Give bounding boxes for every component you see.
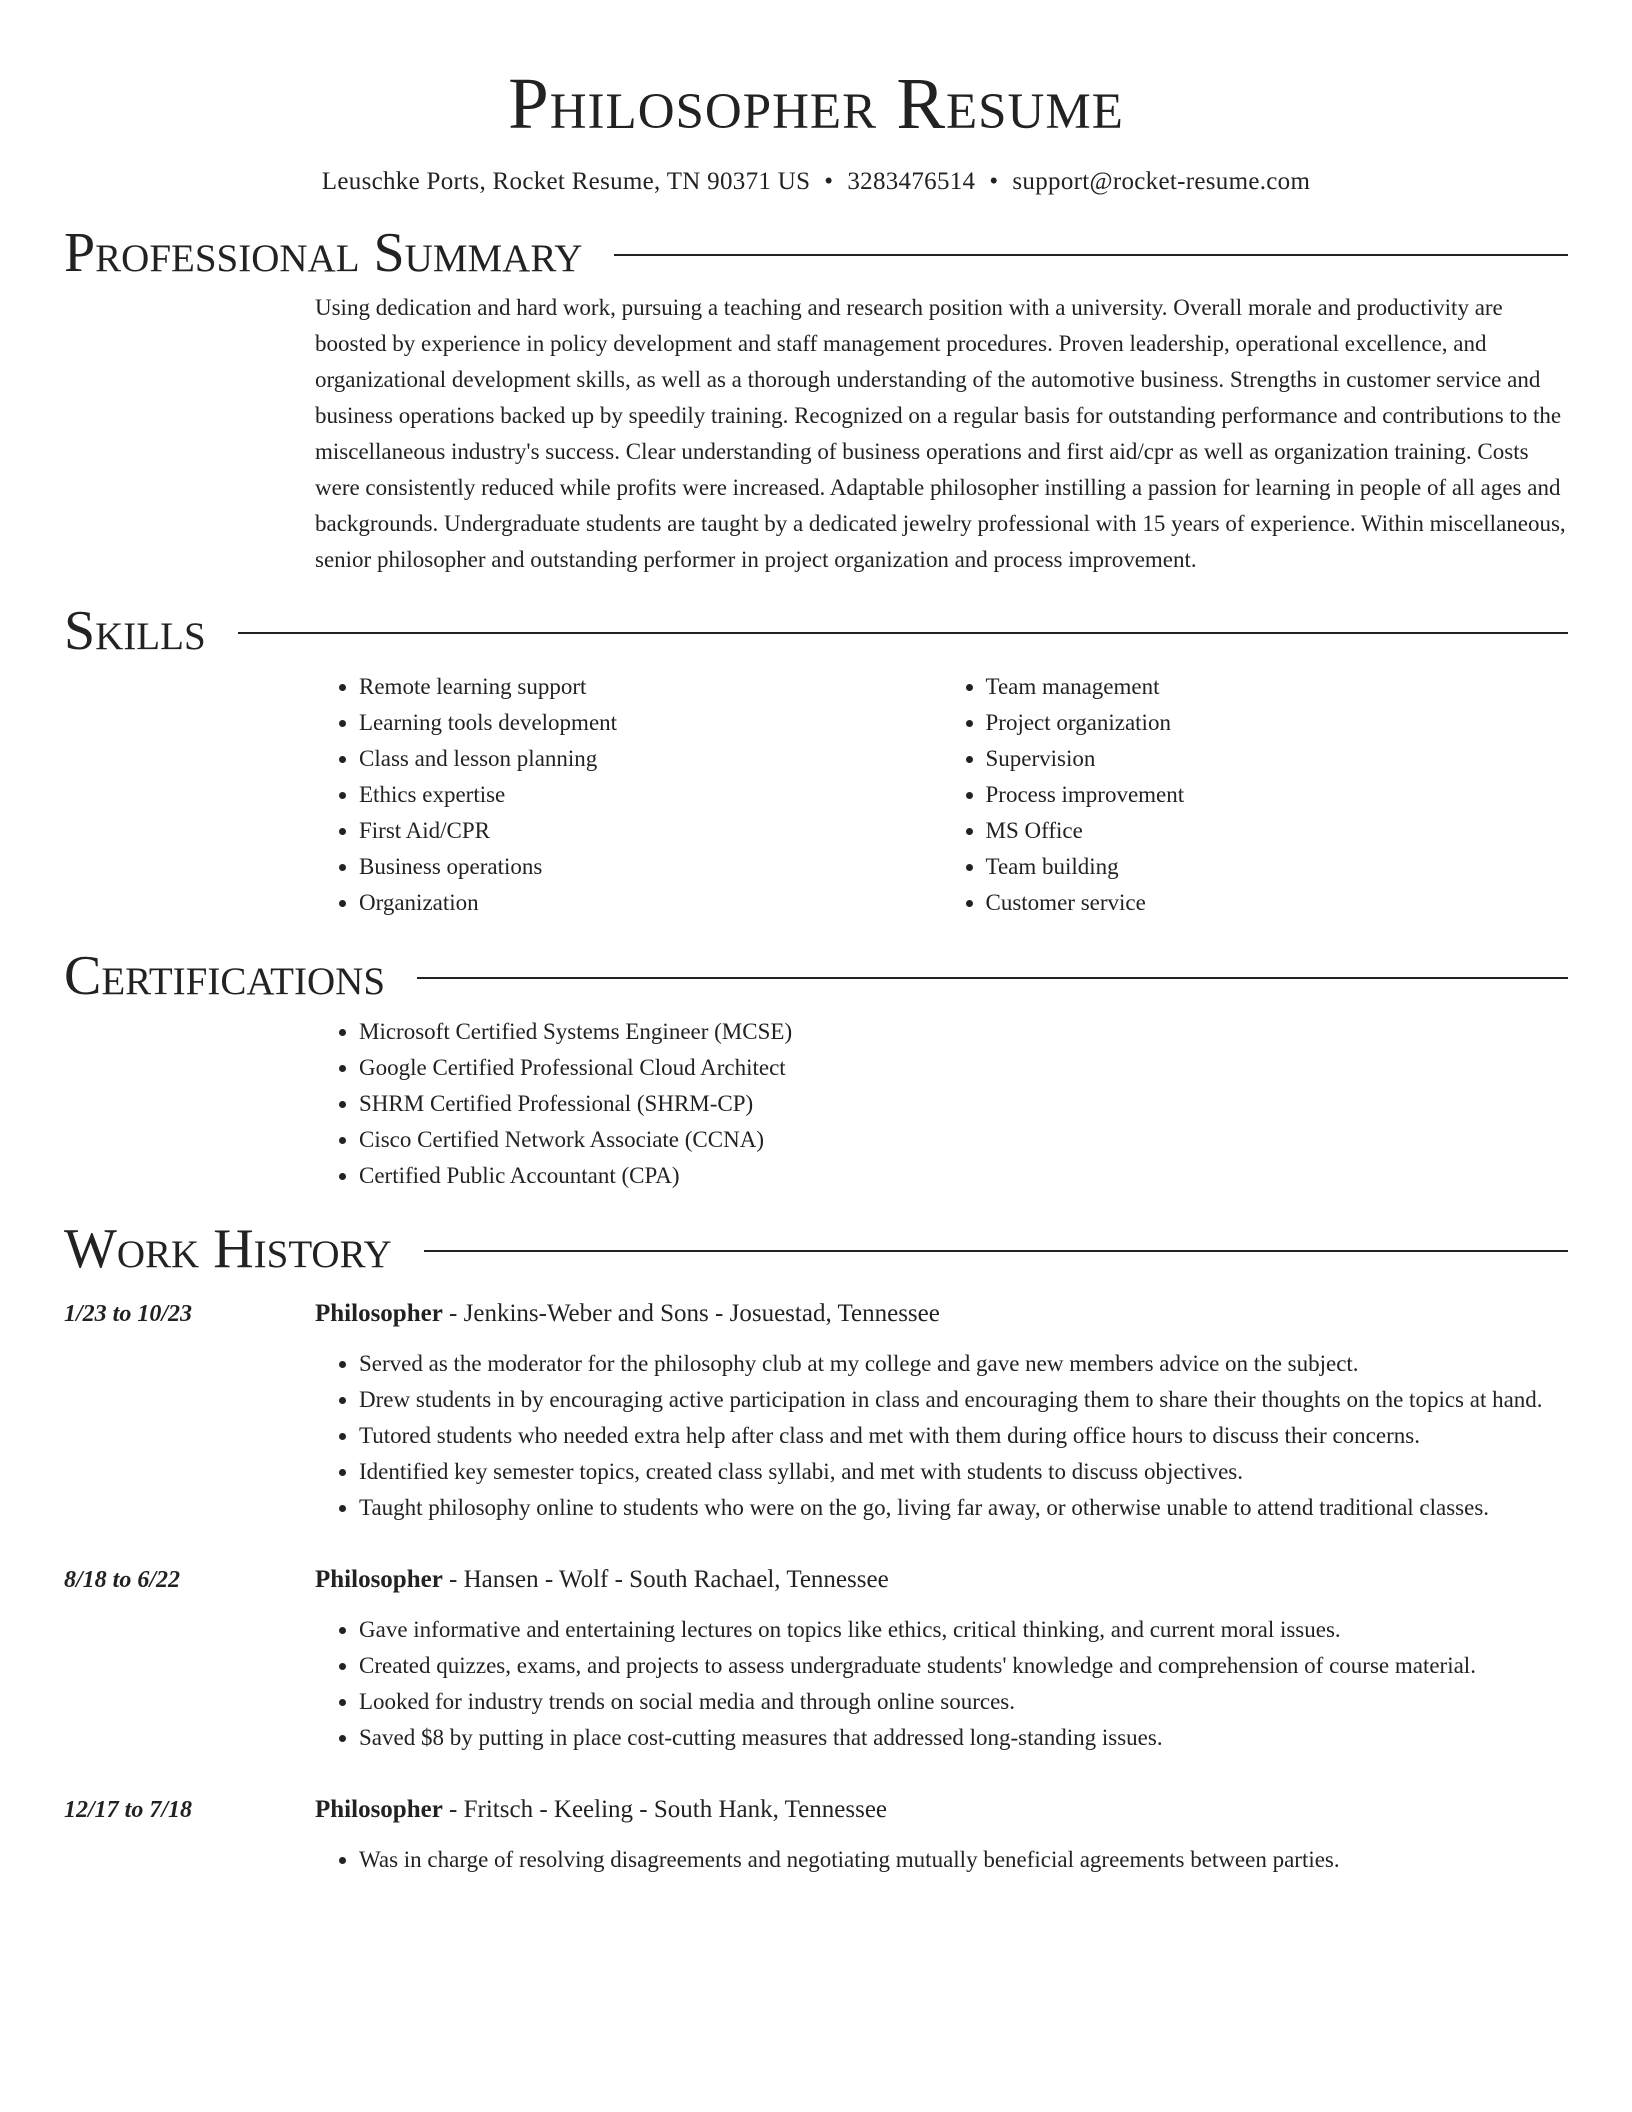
- summary-content: [315, 290, 1568, 578]
- job-entry: [64, 1296, 1568, 1526]
- job-bullets: [315, 1346, 1568, 1526]
- job-dates: 12/17 to 7/18: [64, 1797, 193, 1823]
- job-entry: [64, 1792, 1568, 1878]
- certifications-list: [315, 1014, 1568, 1194]
- skills-section: [64, 596, 1568, 921]
- job-dates: 8/18 to 6/22: [64, 1567, 181, 1593]
- certifications-section: [64, 941, 1568, 1194]
- job-details: - Jenkins-Weber and Sons - Josuestad, Tennessee: [442, 1300, 940, 1327]
- job-header: [315, 1792, 1568, 1828]
- skills-list-left: [315, 669, 942, 921]
- section-title-skills: Skills: [64, 600, 206, 662]
- job-dates: 1/23 to 10/23: [64, 1301, 193, 1327]
- job-bullet: • Identified key semester topics, created class syllabi, and met with students to discuss objectives.: [359, 1454, 1568, 1490]
- job-bullet: • Created quizzes, exams, and projects to assess undergraduate students' knowledge and comprehension of course material.: [359, 1648, 1568, 1684]
- contact-separator: •: [989, 168, 999, 195]
- section-divider: [424, 1250, 1568, 1252]
- certification-item: • SHRM Certified Professional (SHRM-CP): [359, 1086, 1568, 1122]
- skill-item: • Project organization: [986, 705, 1569, 741]
- resume-name: Philosopher Resume: [508, 63, 1124, 144]
- job-title: Philosopher: [315, 1566, 443, 1593]
- skill-item: • Business operations: [359, 849, 942, 885]
- job-bullet: • Was in charge of resolving disagreements and negotiating mutually beneficial agreements between parties.: [359, 1842, 1568, 1878]
- skill-item: • Team management: [986, 669, 1569, 705]
- job-details: - Fritsch - Keeling - South Hank, Tennessee: [442, 1796, 888, 1823]
- summary-text: Using dedication and hard work, pursuing a teaching and research position with a university. Overall morale and productivity are boosted by experience in policy development and staff management procedures. Proven leadership, operational excellence, and organizational development skills, as well as a thorough understanding of the automotive business. Strengths in customer service and business operations backed up by speedily training. Recognized on a regular basis for outstanding performance and contributions to the miscellaneous industry's success. Clear understanding of business operations and first aid/cpr as well as organization training. Costs were consistently reduced while profits were increased. Adaptable philosopher instilling a passion for learning in people of all ages and backgrounds. Undergraduate students are taught by a dedicated jewelry professional with 15 years of experience. Within miscellaneous, senior philosopher and outstanding performer in project organization and process improvement.: [315, 295, 1566, 572]
- job-bullet: • Saved $8 by putting in place cost-cutting measures that addressed long-standing issues.: [359, 1720, 1568, 1756]
- work-history-section: [64, 1214, 1568, 1878]
- skill-item: • Process improvement: [986, 777, 1569, 813]
- section-title-summary: Professional Summary: [64, 222, 583, 284]
- skills-columns: [315, 669, 1568, 921]
- certification-item: • Google Certified Professional Cloud Architect: [359, 1050, 1568, 1086]
- skills-list-right: [942, 669, 1569, 921]
- skill-item: • Organization: [359, 885, 942, 921]
- job-bullets: [315, 1842, 1568, 1878]
- skill-item: • Ethics expertise: [359, 777, 942, 813]
- job-bullet: • Tutored students who needed extra help after class and met with them during office hours to discuss their concerns.: [359, 1418, 1568, 1454]
- job-header: [315, 1562, 1568, 1598]
- job-bullet: • Gave informative and entertaining lectures on topics like ethics, critical thinking, and current moral issues.: [359, 1612, 1568, 1648]
- section-divider: [614, 254, 1568, 256]
- skill-item: • MS Office: [986, 813, 1569, 849]
- section-title-certifications: Certifications: [64, 945, 386, 1007]
- skill-item: • Team building: [986, 849, 1569, 885]
- skill-item: • First Aid/CPR: [359, 813, 942, 849]
- job-bullets: [315, 1612, 1568, 1756]
- job-title: Philosopher: [315, 1796, 443, 1823]
- section-divider: [417, 977, 1568, 979]
- job-details: - Hansen - Wolf - South Rachael, Tennessee: [442, 1566, 889, 1593]
- job-entry: [64, 1562, 1568, 1756]
- skill-item: • Remote learning support: [359, 669, 942, 705]
- contact-line: [0, 166, 1632, 198]
- certification-item: • Microsoft Certified Systems Engineer (MCSE): [359, 1014, 1568, 1050]
- job-bullet: • Taught philosophy online to students who were on the go, living far away, or otherwise unable to attend traditional classes.: [359, 1490, 1568, 1526]
- summary-heading: [64, 218, 1568, 288]
- job-bullet: • Served as the moderator for the philosophy club at my college and gave new members advice on the subject.: [359, 1346, 1568, 1382]
- contact-address: Leuschke Ports, Rocket Resume, TN 90371 US: [321, 168, 811, 195]
- job-body: [315, 1296, 1568, 1526]
- skill-item: • Learning tools development: [359, 705, 942, 741]
- skill-item: • Supervision: [986, 741, 1569, 777]
- job-body: [315, 1792, 1568, 1878]
- job-body: [315, 1562, 1568, 1756]
- job-bullet: • Looked for industry trends on social media and through online sources.: [359, 1684, 1568, 1720]
- section-divider: [238, 632, 1568, 634]
- contact-phone: 3283476514: [847, 168, 976, 195]
- summary-section: [64, 218, 1568, 578]
- job-bullet: • Drew students in by encouraging active participation in class and encouraging them to share their thoughts on the topics at hand.: [359, 1382, 1568, 1418]
- certifications-content: [315, 1014, 1568, 1194]
- certification-item: • Cisco Certified Network Associate (CCNA): [359, 1122, 1568, 1158]
- certifications-heading: [64, 941, 1568, 1011]
- contact-separator: •: [824, 168, 834, 195]
- job-title: Philosopher: [315, 1300, 443, 1327]
- contact-email: support@rocket-resume.com: [1012, 168, 1311, 195]
- job-header: [315, 1296, 1568, 1332]
- work-history-heading: [64, 1214, 1568, 1284]
- skill-item: • Class and lesson planning: [359, 741, 942, 777]
- section-title-work-history: Work History: [64, 1218, 392, 1280]
- skills-heading: [64, 596, 1568, 666]
- skill-item: • Customer service: [986, 885, 1569, 921]
- certification-item: • Certified Public Accountant (CPA): [359, 1158, 1568, 1194]
